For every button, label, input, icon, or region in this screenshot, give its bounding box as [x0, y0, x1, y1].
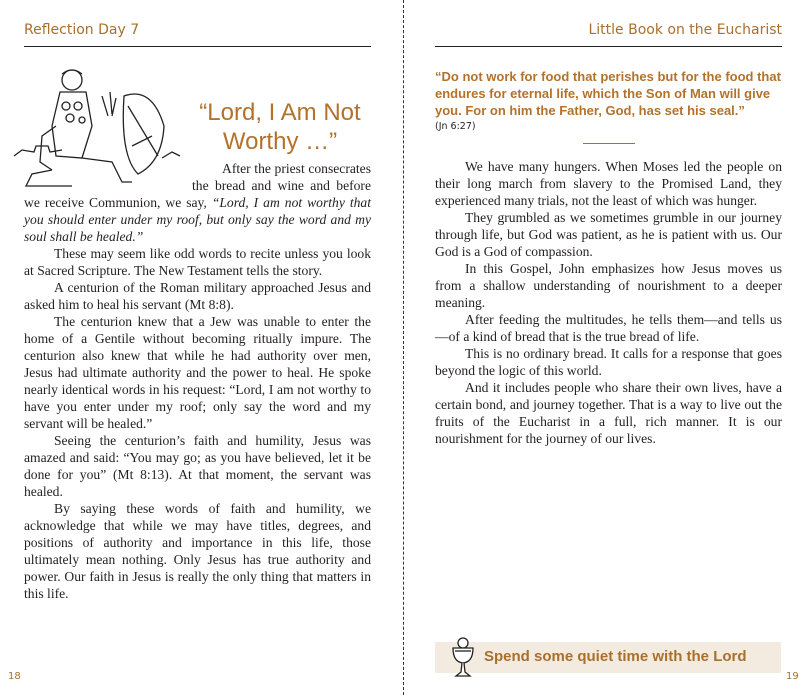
- paragraph: A centurion of the Roman military approached Jesus and asked him to heal his servant (Mt 8:8).: [24, 280, 371, 312]
- page-number-right: 19: [786, 671, 799, 682]
- paragraph: They grumbled as we sometimes grumble in our journey through life, but God was patient, as he is patient with us. Our God is a God of compassion.: [435, 210, 782, 259]
- header-rule-left: [24, 46, 371, 47]
- separator-rule: [583, 143, 635, 144]
- paragraph: We have many hungers. When Moses led the people on their long march from slavery to the Promised Land, they experienced many trials, not the least of which was hunger.: [435, 159, 782, 208]
- scripture-citation: (Jn 6:27): [435, 121, 476, 132]
- paragraph: And it includes people who share their own lives, have a certain bond, and journey together. That is a way to live out the fruits of the Eucharist in a full, rich manner. It is our nourishment for the journey of our lives.: [435, 380, 782, 446]
- banner-text: Spend some quiet time with the Lord: [484, 648, 747, 665]
- paragraph: Seeing the centurion’s faith and humility, Jesus was amazed and said: “You may go; as you have believed, let it be done for you” (Mt 8:13). At that moment, the servant was healed.: [24, 433, 371, 499]
- right-body-text: [435, 158, 782, 447]
- paragraph: By saying these words of faith and humility, we acknowledge that while we may have titles, degrees, and positions of authority and importance in this life, those ultimately mean nothing. Only Jesus has true authority and power. Our faith in Jesus is really the only thing that matters in this life.: [24, 501, 371, 601]
- paragraph: After feeding the multitudes, he tells them—and tells us—of a kind of bread that is the true bread of life.: [435, 312, 782, 344]
- right-column: [435, 68, 782, 447]
- page-divider: [403, 0, 404, 695]
- reflection-title: [184, 98, 376, 156]
- quiet-time-banner: [435, 642, 781, 673]
- paragraph: The centurion knew that a Jew was unable to enter the home of a Gentile without becoming ritually impure. The centurion also knew that while he had authority over men, Jesus had ultimate authority and the power to heal. He spoke nearly identical words in his request: “Lord, I am not worthy to have you enter under my roof; only say the word and my servant will be healed.”: [24, 314, 371, 431]
- header-rule-right: [435, 46, 782, 47]
- left-body-text: [24, 160, 371, 602]
- running-head-left: Reflection Day 7: [24, 22, 140, 38]
- title-line-2: Worthy …”: [222, 128, 338, 155]
- paragraph: In this Gospel, John emphasizes how Jesus moves us from a shallow understanding of nourishment to a deeper meaning.: [435, 261, 782, 310]
- page-number-left: 18: [8, 671, 21, 682]
- paragraph: This is no ordinary bread. It calls for a response that goes beyond the logic of this world.: [435, 346, 782, 378]
- chalice-icon: [451, 636, 475, 678]
- running-head-right: Little Book on the Eucharist: [588, 22, 782, 38]
- intro-quote: “Lord, I am not worthy that you should enter under my roof, but only say the word and my soul shall be healed.”: [24, 195, 371, 244]
- paragraph: These may seem like odd words to recite unless you look at Sacred Scripture. The New Testament tells the story.: [24, 246, 371, 278]
- scripture-quote: “Do not work for food that perishes but for the food that endures for eternal life, which the Son of Man will give you. For on him the Father, God, has set his seal.”: [435, 69, 781, 118]
- title-line-1: “Lord, I Am Not: [199, 99, 361, 126]
- intro-text: After the priest consecrates the bread and wine and before we receive Communion, we say,: [24, 161, 371, 210]
